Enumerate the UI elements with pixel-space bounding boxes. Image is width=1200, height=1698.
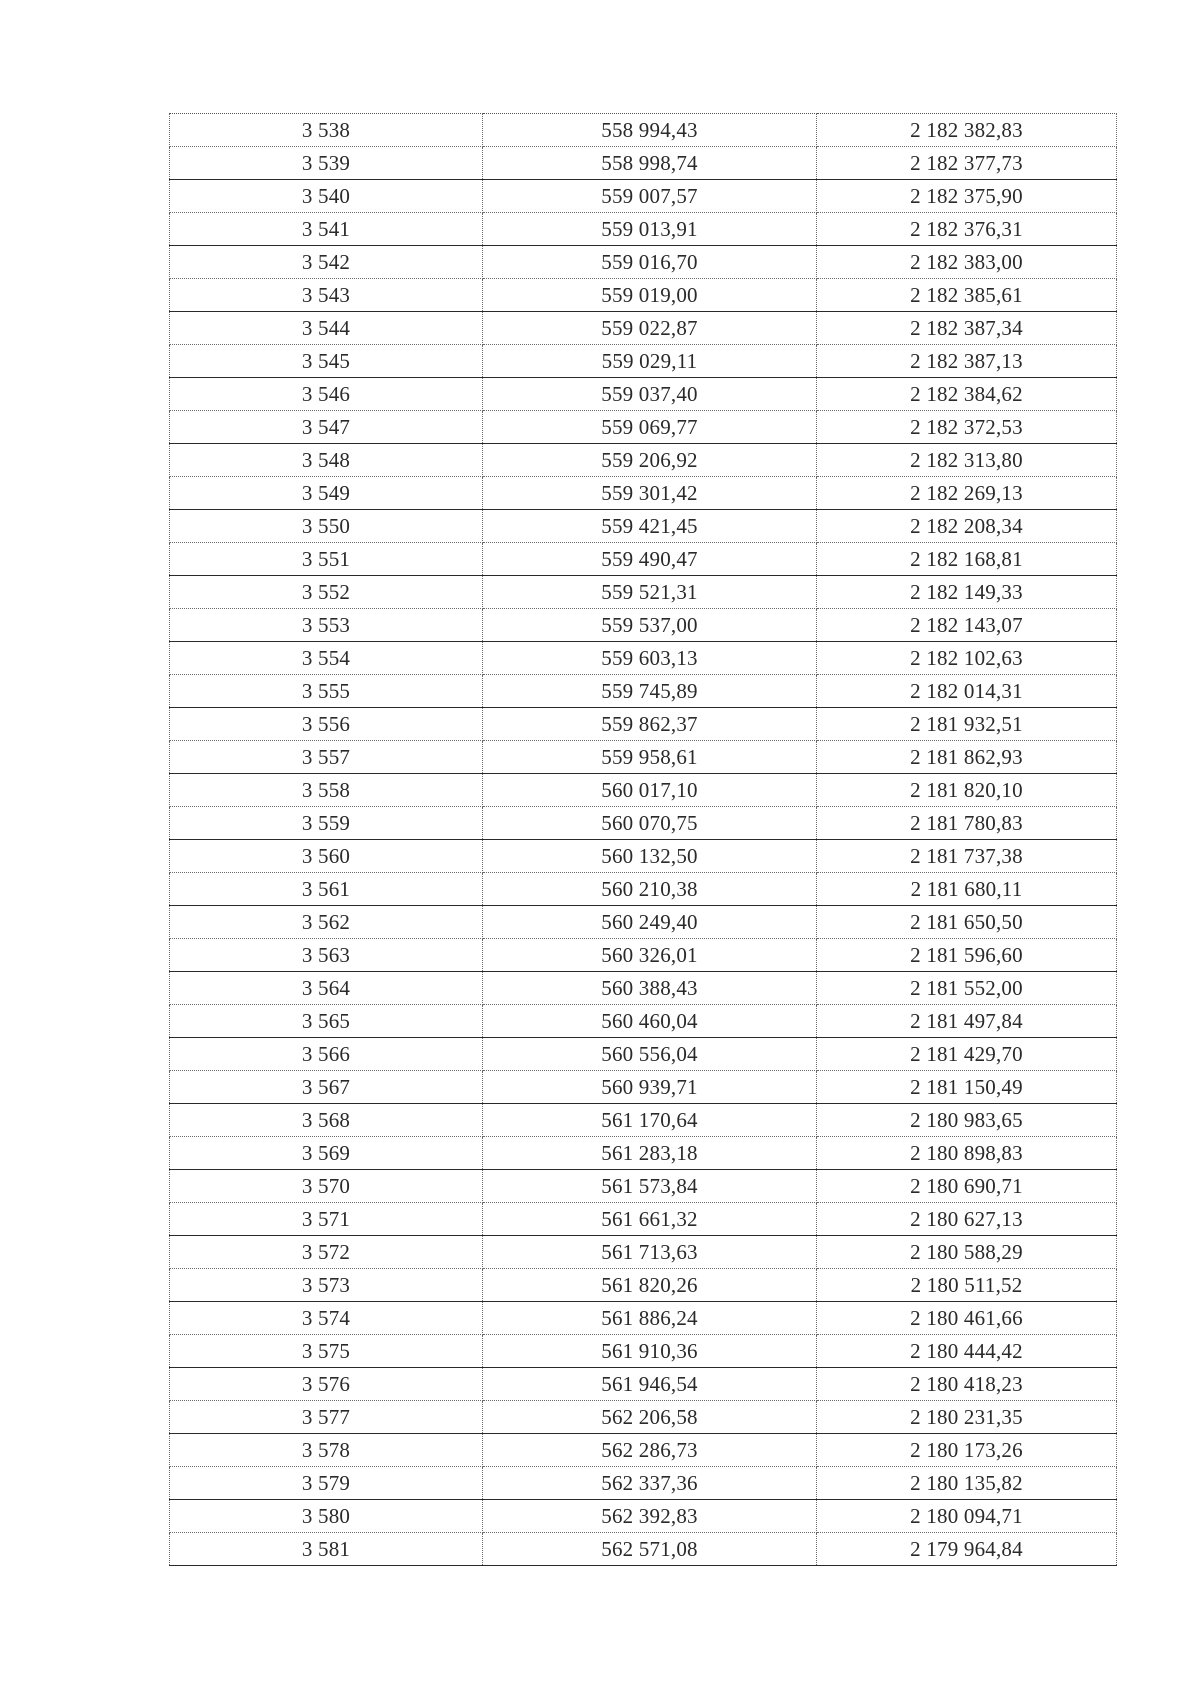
table-row	[170, 1203, 1117, 1236]
x-coordinate-cell: 560 326,01	[483, 939, 817, 972]
x-coordinate-cell: 560 210,38	[483, 873, 817, 906]
table-row	[170, 279, 1117, 312]
x-coordinate-cell: 559 862,37	[483, 708, 817, 741]
y-coordinate-cell: 2 180 627,13	[817, 1203, 1117, 1236]
table-row	[170, 1533, 1117, 1566]
x-coordinate-cell: 558 998,74	[483, 147, 817, 180]
coordinates-table-body	[170, 114, 1117, 1566]
y-coordinate-cell: 2 181 596,60	[817, 939, 1117, 972]
table-row	[170, 807, 1117, 840]
point-number-cell: 3 574	[170, 1302, 483, 1335]
y-coordinate-cell: 2 180 690,71	[817, 1170, 1117, 1203]
x-coordinate-cell: 559 421,45	[483, 510, 817, 543]
x-coordinate-cell: 559 603,13	[483, 642, 817, 675]
table-row	[170, 1500, 1117, 1533]
table-row	[170, 972, 1117, 1005]
point-number-cell: 3 543	[170, 279, 483, 312]
point-number-cell: 3 548	[170, 444, 483, 477]
y-coordinate-cell: 2 182 014,31	[817, 675, 1117, 708]
x-coordinate-cell: 559 029,11	[483, 345, 817, 378]
table-row	[170, 477, 1117, 510]
point-number-cell: 3 576	[170, 1368, 483, 1401]
x-coordinate-cell: 559 301,42	[483, 477, 817, 510]
x-coordinate-cell: 559 037,40	[483, 378, 817, 411]
point-number-cell: 3 562	[170, 906, 483, 939]
y-coordinate-cell: 2 182 313,80	[817, 444, 1117, 477]
point-number-cell: 3 545	[170, 345, 483, 378]
x-coordinate-cell: 561 170,64	[483, 1104, 817, 1137]
y-coordinate-cell: 2 181 680,11	[817, 873, 1117, 906]
y-coordinate-cell: 2 182 382,83	[817, 114, 1117, 147]
y-coordinate-cell: 2 182 377,73	[817, 147, 1117, 180]
table-row	[170, 675, 1117, 708]
x-coordinate-cell: 562 571,08	[483, 1533, 817, 1566]
point-number-cell: 3 560	[170, 840, 483, 873]
x-coordinate-cell: 558 994,43	[483, 114, 817, 147]
point-number-cell: 3 549	[170, 477, 483, 510]
table-row	[170, 180, 1117, 213]
point-number-cell: 3 538	[170, 114, 483, 147]
point-number-cell: 3 558	[170, 774, 483, 807]
y-coordinate-cell: 2 181 552,00	[817, 972, 1117, 1005]
y-coordinate-cell: 2 181 932,51	[817, 708, 1117, 741]
table-row	[170, 411, 1117, 444]
point-number-cell: 3 546	[170, 378, 483, 411]
point-number-cell: 3 561	[170, 873, 483, 906]
y-coordinate-cell: 2 180 173,26	[817, 1434, 1117, 1467]
y-coordinate-cell: 2 182 376,31	[817, 213, 1117, 246]
x-coordinate-cell: 561 573,84	[483, 1170, 817, 1203]
point-number-cell: 3 563	[170, 939, 483, 972]
x-coordinate-cell: 559 490,47	[483, 543, 817, 576]
table-row	[170, 114, 1117, 147]
point-number-cell: 3 551	[170, 543, 483, 576]
point-number-cell: 3 571	[170, 1203, 483, 1236]
y-coordinate-cell: 2 180 094,71	[817, 1500, 1117, 1533]
x-coordinate-cell: 559 069,77	[483, 411, 817, 444]
point-number-cell: 3 580	[170, 1500, 483, 1533]
point-number-cell: 3 540	[170, 180, 483, 213]
y-coordinate-cell: 2 180 135,82	[817, 1467, 1117, 1500]
x-coordinate-cell: 559 007,57	[483, 180, 817, 213]
y-coordinate-cell: 2 182 143,07	[817, 609, 1117, 642]
point-number-cell: 3 581	[170, 1533, 483, 1566]
point-number-cell: 3 572	[170, 1236, 483, 1269]
y-coordinate-cell: 2 182 149,33	[817, 576, 1117, 609]
point-number-cell: 3 575	[170, 1335, 483, 1368]
x-coordinate-cell: 561 946,54	[483, 1368, 817, 1401]
table-row	[170, 510, 1117, 543]
point-number-cell: 3 569	[170, 1137, 483, 1170]
table-row	[170, 642, 1117, 675]
point-number-cell: 3 542	[170, 246, 483, 279]
table-row	[170, 213, 1117, 246]
point-number-cell: 3 578	[170, 1434, 483, 1467]
table-row	[170, 840, 1117, 873]
x-coordinate-cell: 560 388,43	[483, 972, 817, 1005]
y-coordinate-cell: 2 179 964,84	[817, 1533, 1117, 1566]
point-number-cell: 3 564	[170, 972, 483, 1005]
table-row	[170, 873, 1117, 906]
point-number-cell: 3 539	[170, 147, 483, 180]
x-coordinate-cell: 559 016,70	[483, 246, 817, 279]
coordinates-table	[169, 113, 1117, 1566]
point-number-cell: 3 557	[170, 741, 483, 774]
x-coordinate-cell: 561 661,32	[483, 1203, 817, 1236]
point-number-cell: 3 547	[170, 411, 483, 444]
y-coordinate-cell: 2 182 168,81	[817, 543, 1117, 576]
table-row	[170, 378, 1117, 411]
x-coordinate-cell: 562 392,83	[483, 1500, 817, 1533]
point-number-cell: 3 570	[170, 1170, 483, 1203]
x-coordinate-cell: 559 745,89	[483, 675, 817, 708]
x-coordinate-cell: 559 206,92	[483, 444, 817, 477]
x-coordinate-cell: 560 017,10	[483, 774, 817, 807]
table-row	[170, 312, 1117, 345]
y-coordinate-cell: 2 182 383,00	[817, 246, 1117, 279]
y-coordinate-cell: 2 181 820,10	[817, 774, 1117, 807]
table-row	[170, 939, 1117, 972]
table-row	[170, 1269, 1117, 1302]
y-coordinate-cell: 2 180 898,83	[817, 1137, 1117, 1170]
x-coordinate-cell: 560 249,40	[483, 906, 817, 939]
point-number-cell: 3 556	[170, 708, 483, 741]
point-number-cell: 3 577	[170, 1401, 483, 1434]
table-row	[170, 1005, 1117, 1038]
x-coordinate-cell: 561 283,18	[483, 1137, 817, 1170]
table-row	[170, 1104, 1117, 1137]
table-row	[170, 1071, 1117, 1104]
table-row	[170, 741, 1117, 774]
table-row	[170, 1368, 1117, 1401]
point-number-cell: 3 559	[170, 807, 483, 840]
y-coordinate-cell: 2 181 780,83	[817, 807, 1117, 840]
table-row	[170, 906, 1117, 939]
x-coordinate-cell: 559 521,31	[483, 576, 817, 609]
y-coordinate-cell: 2 182 208,34	[817, 510, 1117, 543]
x-coordinate-cell: 562 206,58	[483, 1401, 817, 1434]
y-coordinate-cell: 2 182 385,61	[817, 279, 1117, 312]
table-row	[170, 1170, 1117, 1203]
y-coordinate-cell: 2 181 497,84	[817, 1005, 1117, 1038]
table-row	[170, 345, 1117, 378]
point-number-cell: 3 550	[170, 510, 483, 543]
table-row	[170, 1302, 1117, 1335]
table-row	[170, 543, 1117, 576]
x-coordinate-cell: 560 556,04	[483, 1038, 817, 1071]
y-coordinate-cell: 2 180 461,66	[817, 1302, 1117, 1335]
point-number-cell: 3 541	[170, 213, 483, 246]
y-coordinate-cell: 2 182 384,62	[817, 378, 1117, 411]
point-number-cell: 3 573	[170, 1269, 483, 1302]
y-coordinate-cell: 2 182 372,53	[817, 411, 1117, 444]
point-number-cell: 3 553	[170, 609, 483, 642]
x-coordinate-cell: 562 286,73	[483, 1434, 817, 1467]
table-row	[170, 576, 1117, 609]
point-number-cell: 3 544	[170, 312, 483, 345]
x-coordinate-cell: 561 820,26	[483, 1269, 817, 1302]
table-row	[170, 444, 1117, 477]
x-coordinate-cell: 560 939,71	[483, 1071, 817, 1104]
y-coordinate-cell: 2 182 387,13	[817, 345, 1117, 378]
table-row	[170, 147, 1117, 180]
x-coordinate-cell: 559 958,61	[483, 741, 817, 774]
x-coordinate-cell: 561 886,24	[483, 1302, 817, 1335]
y-coordinate-cell: 2 182 269,13	[817, 477, 1117, 510]
y-coordinate-cell: 2 180 444,42	[817, 1335, 1117, 1368]
table-row	[170, 246, 1117, 279]
table-row	[170, 1137, 1117, 1170]
table-row	[170, 1467, 1117, 1500]
point-number-cell: 3 554	[170, 642, 483, 675]
x-coordinate-cell: 559 019,00	[483, 279, 817, 312]
table-row	[170, 1236, 1117, 1269]
x-coordinate-cell: 560 460,04	[483, 1005, 817, 1038]
table-row	[170, 708, 1117, 741]
x-coordinate-cell: 559 013,91	[483, 213, 817, 246]
y-coordinate-cell: 2 180 418,23	[817, 1368, 1117, 1401]
y-coordinate-cell: 2 181 862,93	[817, 741, 1117, 774]
x-coordinate-cell: 560 070,75	[483, 807, 817, 840]
point-number-cell: 3 566	[170, 1038, 483, 1071]
point-number-cell: 3 555	[170, 675, 483, 708]
point-number-cell: 3 568	[170, 1104, 483, 1137]
y-coordinate-cell: 2 181 150,49	[817, 1071, 1117, 1104]
point-number-cell: 3 552	[170, 576, 483, 609]
table-row	[170, 1434, 1117, 1467]
point-number-cell: 3 579	[170, 1467, 483, 1500]
y-coordinate-cell: 2 182 375,90	[817, 180, 1117, 213]
x-coordinate-cell: 559 537,00	[483, 609, 817, 642]
y-coordinate-cell: 2 181 429,70	[817, 1038, 1117, 1071]
point-number-cell: 3 567	[170, 1071, 483, 1104]
y-coordinate-cell: 2 182 387,34	[817, 312, 1117, 345]
x-coordinate-cell: 559 022,87	[483, 312, 817, 345]
x-coordinate-cell: 560 132,50	[483, 840, 817, 873]
table-row	[170, 1038, 1117, 1071]
y-coordinate-cell: 2 180 983,65	[817, 1104, 1117, 1137]
table-row	[170, 1401, 1117, 1434]
y-coordinate-cell: 2 181 650,50	[817, 906, 1117, 939]
x-coordinate-cell: 561 713,63	[483, 1236, 817, 1269]
y-coordinate-cell: 2 180 588,29	[817, 1236, 1117, 1269]
y-coordinate-cell: 2 180 511,52	[817, 1269, 1117, 1302]
table-row	[170, 1335, 1117, 1368]
y-coordinate-cell: 2 181 737,38	[817, 840, 1117, 873]
x-coordinate-cell: 562 337,36	[483, 1467, 817, 1500]
table-row	[170, 774, 1117, 807]
point-number-cell: 3 565	[170, 1005, 483, 1038]
y-coordinate-cell: 2 180 231,35	[817, 1401, 1117, 1434]
y-coordinate-cell: 2 182 102,63	[817, 642, 1117, 675]
table-row	[170, 609, 1117, 642]
x-coordinate-cell: 561 910,36	[483, 1335, 817, 1368]
